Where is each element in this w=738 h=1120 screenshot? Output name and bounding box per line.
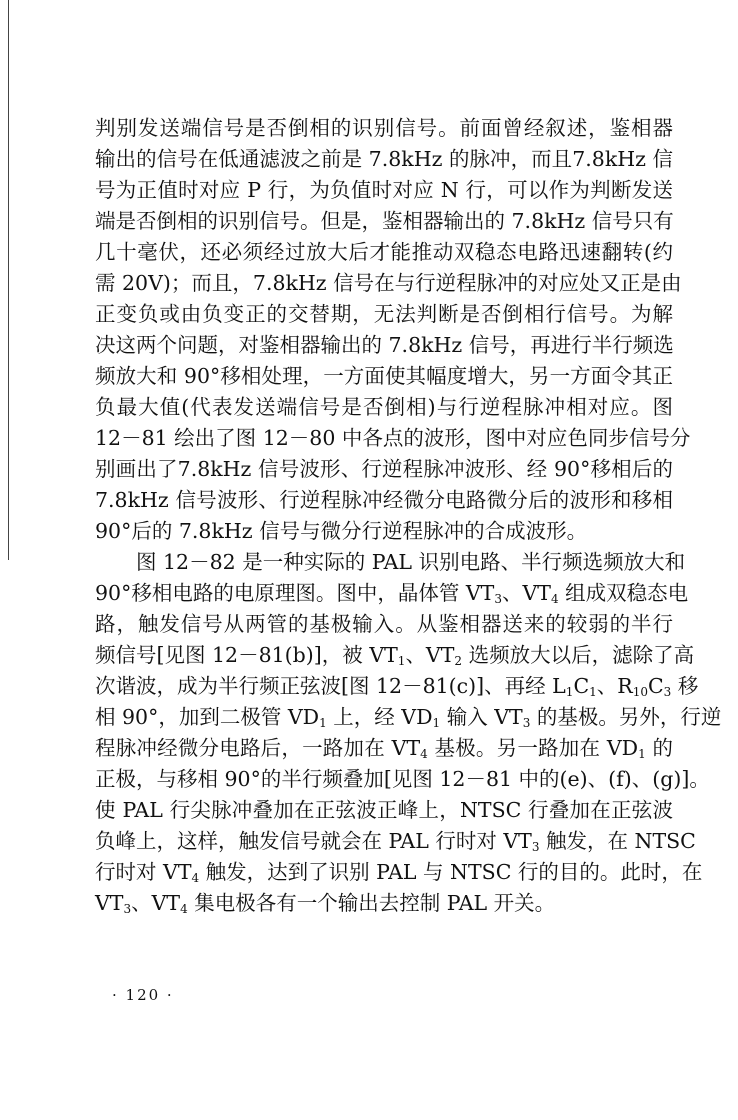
text-line: 需 20V)；而且，7.8kHz 信号在与行逆程脉冲的对应处又正是由	[95, 271, 682, 295]
text-line: 正极，与移相 90°的半行频叠加[见图 12－81 中的(e)、(f)、(g)]。	[95, 767, 710, 791]
text-line: 负峰上，这样，触发信号就会在 PAL 行时对 $VT_3$ 触发，在 NTSC	[95, 829, 696, 854]
text-line: 别画出了7.8kHz 信号波形、行逆程脉冲波形、经 90°移相后的	[95, 457, 673, 481]
text-line: 7.8kHz 信号波形、行逆程脉冲经微分电路微分后的波形和移相	[95, 488, 673, 512]
text-line: 12－81 绘出了图 12－80 中各点的波形，图中对应色同步信号分	[95, 426, 691, 450]
text-line: 90°移相电路的电原理图。图中，晶体管 $VT_3$、$VT_4$ 组成双稳态电	[95, 581, 689, 606]
text-line: 负最大值(代表发送端信号是否倒相)与行逆程脉冲相对应。图	[95, 395, 673, 419]
text-line: 行时对 $VT_4$ 触发，达到了识别 PAL 与 NTSC 行的目的。此时，在	[95, 860, 703, 885]
text-line: 判别发送端信号是否倒相的识别信号。前面曾经叙述，鉴相器	[95, 116, 673, 140]
text-line: 频信号[见图 12－81(b)]，被 $VT_1$、$VT_2$ 选频放大以后，滤除了高	[95, 643, 695, 668]
text-line: $VT_3$、$VT_4$ 集电极各有一个输出去控制 PAL 开关。	[95, 891, 556, 916]
text-line: 90°后的 7.8kHz 信号与微分行逆程脉冲的合成波形。	[95, 519, 588, 543]
text-line: 端是否倒相的识别信号。但是，鉴相器输出的 7.8kHz 信号只有	[95, 209, 674, 233]
text-line: 程脉冲经微分电路后，一路加在 $VT_4$ 基极。另一路加在 $VD_1$ 的	[95, 736, 673, 761]
text-line: 图 12－82 是一种实际的 PAL 识别电路、半行频选频放大和	[136, 550, 686, 574]
text-line: 正变负或由负变正的交替期，无法判断是否倒相行信号。为解	[95, 302, 673, 326]
text-line: 路，触发信号从两管的基极输入。从鉴相器送来的较弱的半行	[95, 612, 673, 636]
text-line: 决这两个问题，对鉴相器输出的 7.8kHz 信号，再进行半行频选	[95, 333, 674, 357]
text-line: 使 PAL 行尖脉冲叠加在正弦波正峰上，NTSC 行叠加在正弦波	[95, 798, 673, 822]
text-line: 号为正值时对应 P 行，为负值时对应 N 行，可以作为判断发送	[95, 178, 673, 202]
text-line: 输出的信号在低通滤波之前是 7.8kHz 的脉冲，而且7.8kHz 信	[95, 147, 673, 171]
page-number: · 120 ·	[112, 986, 174, 1004]
text-line: 次谐波，成为半行频正弦波[图 12－81(c)]、再经 $L_1C_1$、$R_{10}C_3$ 移	[95, 674, 699, 699]
text-line: 相 90°，加到二极管 $VD_1$ 上，经 $VD_1$ 输入 $VT_3$ 的基极。另外，行逆	[95, 705, 722, 730]
text-line: 几十毫伏，还必须经过放大后才能推动双稳态电路迅速翻转(约	[95, 240, 673, 264]
text-line: 频放大和 90°移相处理，一方面使其幅度增大，另一方面令其正	[95, 364, 673, 388]
